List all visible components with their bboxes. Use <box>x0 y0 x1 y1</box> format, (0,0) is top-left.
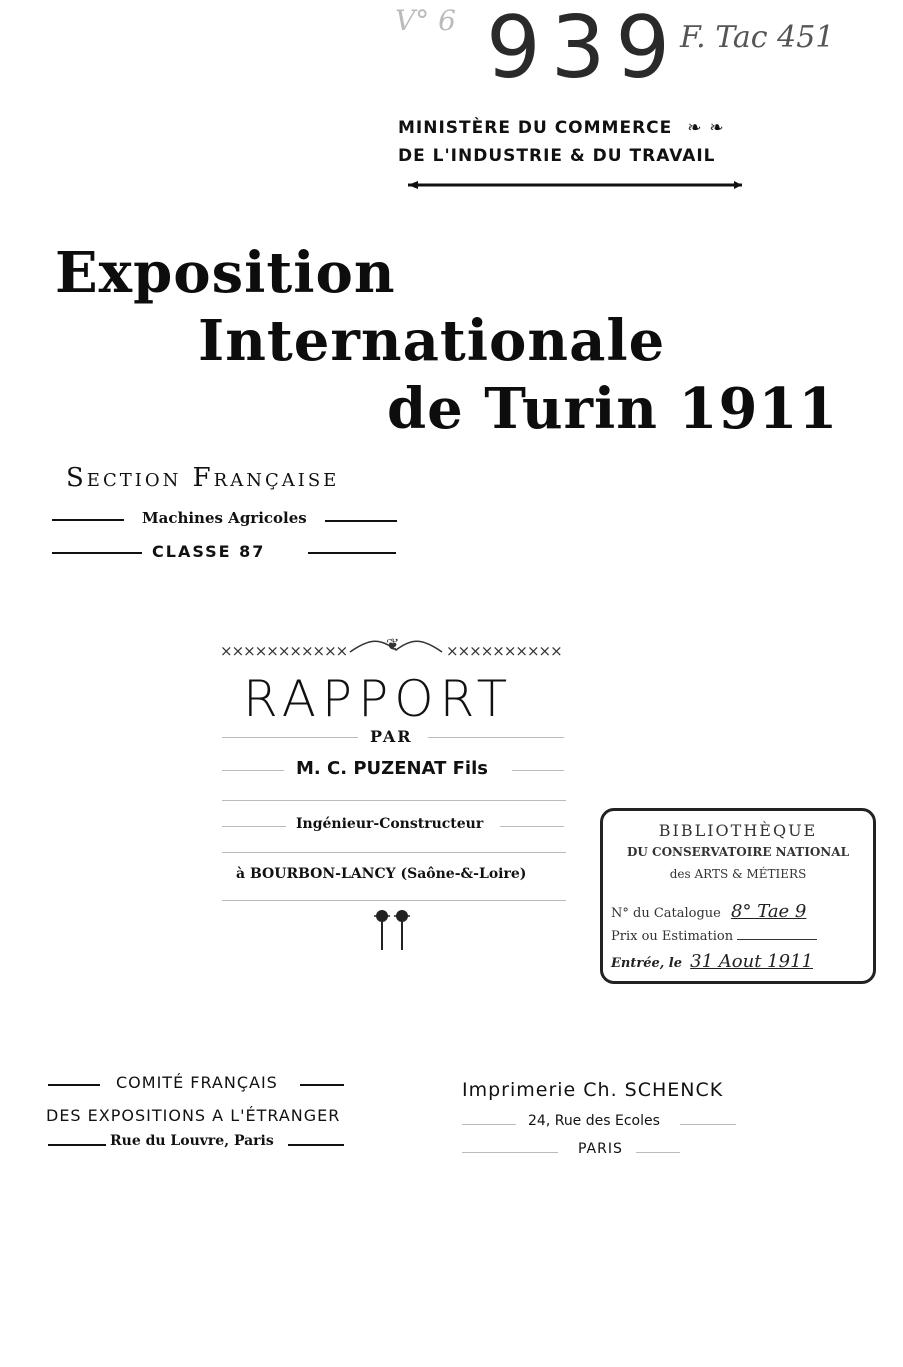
printer-rule-right <box>680 1124 736 1125</box>
report-par: PAR <box>370 727 413 746</box>
committee-line-1: COMITÉ FRANÇAIS <box>116 1073 278 1092</box>
section-classe: CLASSE 87 <box>152 542 266 561</box>
title-line-3: de Turin 1911 <box>387 376 839 442</box>
title-line-1: Exposition <box>55 240 396 306</box>
ministry-line-2: DE L'INDUSTRIE & DU TRAVAIL <box>398 146 716 166</box>
stamp-catalogue-row <box>611 901 865 922</box>
printer-line-1: Imprimerie Ch. SCHENCK <box>462 1079 724 1101</box>
divider-2 <box>222 852 566 853</box>
role-rule-right <box>500 826 564 827</box>
report-role: Ingénieur-Constructeur <box>296 816 484 832</box>
stamp-prix-label: Prix ou Estimation <box>611 929 734 944</box>
rapport-top-ornament <box>220 630 572 664</box>
stamp-catalogue-value: 8° Tae 9 <box>731 901 807 922</box>
stamp-prix-row <box>611 929 865 944</box>
stamp-entree-row <box>611 951 865 972</box>
committee-line-3: Rue du Louvre, Paris <box>110 1133 274 1149</box>
handwritten-shelf-number: 939 <box>486 0 681 98</box>
committee-rule-3-left <box>48 1144 106 1146</box>
divider-3 <box>222 900 566 901</box>
svg-text:××××××××××: ×××××××××× <box>446 642 562 660</box>
stamp-line-2: DU CONSERVATOIRE NATIONAL <box>626 845 850 859</box>
stamp-line-1: BIBLIOTHÈQUE <box>658 821 818 840</box>
committee-rule-1-left <box>48 1084 100 1086</box>
stamp-entree-value: 31 Aout 1911 <box>690 951 813 972</box>
section-subtitle: Machines Agricoles <box>142 509 307 527</box>
ornament-leaves-icon: ❧ ❧ <box>687 118 725 138</box>
printer-line-2: 24, Rue des Ecoles <box>528 1113 660 1129</box>
committee-line-2: DES EXPOSITIONS A L'ÉTRANGER <box>46 1106 341 1125</box>
committee-rule-1-right <box>300 1084 344 1086</box>
svg-text:❦: ❦ <box>386 635 400 654</box>
subtitle-rule-right <box>325 520 397 522</box>
par-rule-right <box>428 737 564 738</box>
committee-rule-3-right <box>288 1144 344 1146</box>
library-stamp <box>600 808 876 984</box>
role-rule-left <box>222 826 286 827</box>
ministry-line-1: MINISTÈRE DU COMMERCE ❧ ❧ <box>398 118 725 138</box>
printer-line-3: PARIS <box>578 1141 623 1157</box>
divider-1 <box>222 800 566 801</box>
svg-text:×××××××××××: ××××××××××× <box>220 642 348 660</box>
printer-rule-3-left <box>462 1152 558 1153</box>
stamp-line-3: des ARTS & MÉTIERS <box>669 867 807 881</box>
report-author: M. C. PUZENAT Fils <box>296 758 488 779</box>
handwritten-note-top-left: V° 6 <box>395 4 456 37</box>
handwritten-note-top-right: F. Tac 451 <box>680 20 835 55</box>
title-line-2: Internationale <box>198 308 666 374</box>
classe-rule-right <box>308 552 396 554</box>
ministry-underline-ornament <box>408 178 744 192</box>
author-rule-left <box>222 770 284 771</box>
section-name: Section Française <box>66 463 340 493</box>
stamp-catalogue-label: N° du Catalogue <box>611 906 721 921</box>
printer-rule-left <box>462 1124 516 1125</box>
printer-rule-3-right <box>636 1152 680 1153</box>
classe-rule-left <box>52 552 142 554</box>
bottom-ornament-icon <box>368 904 420 952</box>
par-rule-left <box>222 737 358 738</box>
stamp-entree-label: Entrée, le <box>611 956 683 971</box>
subtitle-rule-left <box>52 519 124 521</box>
report-location: à BOURBON-LANCY (Saône-&-Loire) <box>236 866 527 882</box>
report-title: RAPPORT <box>243 670 514 728</box>
author-rule-right <box>512 770 564 771</box>
